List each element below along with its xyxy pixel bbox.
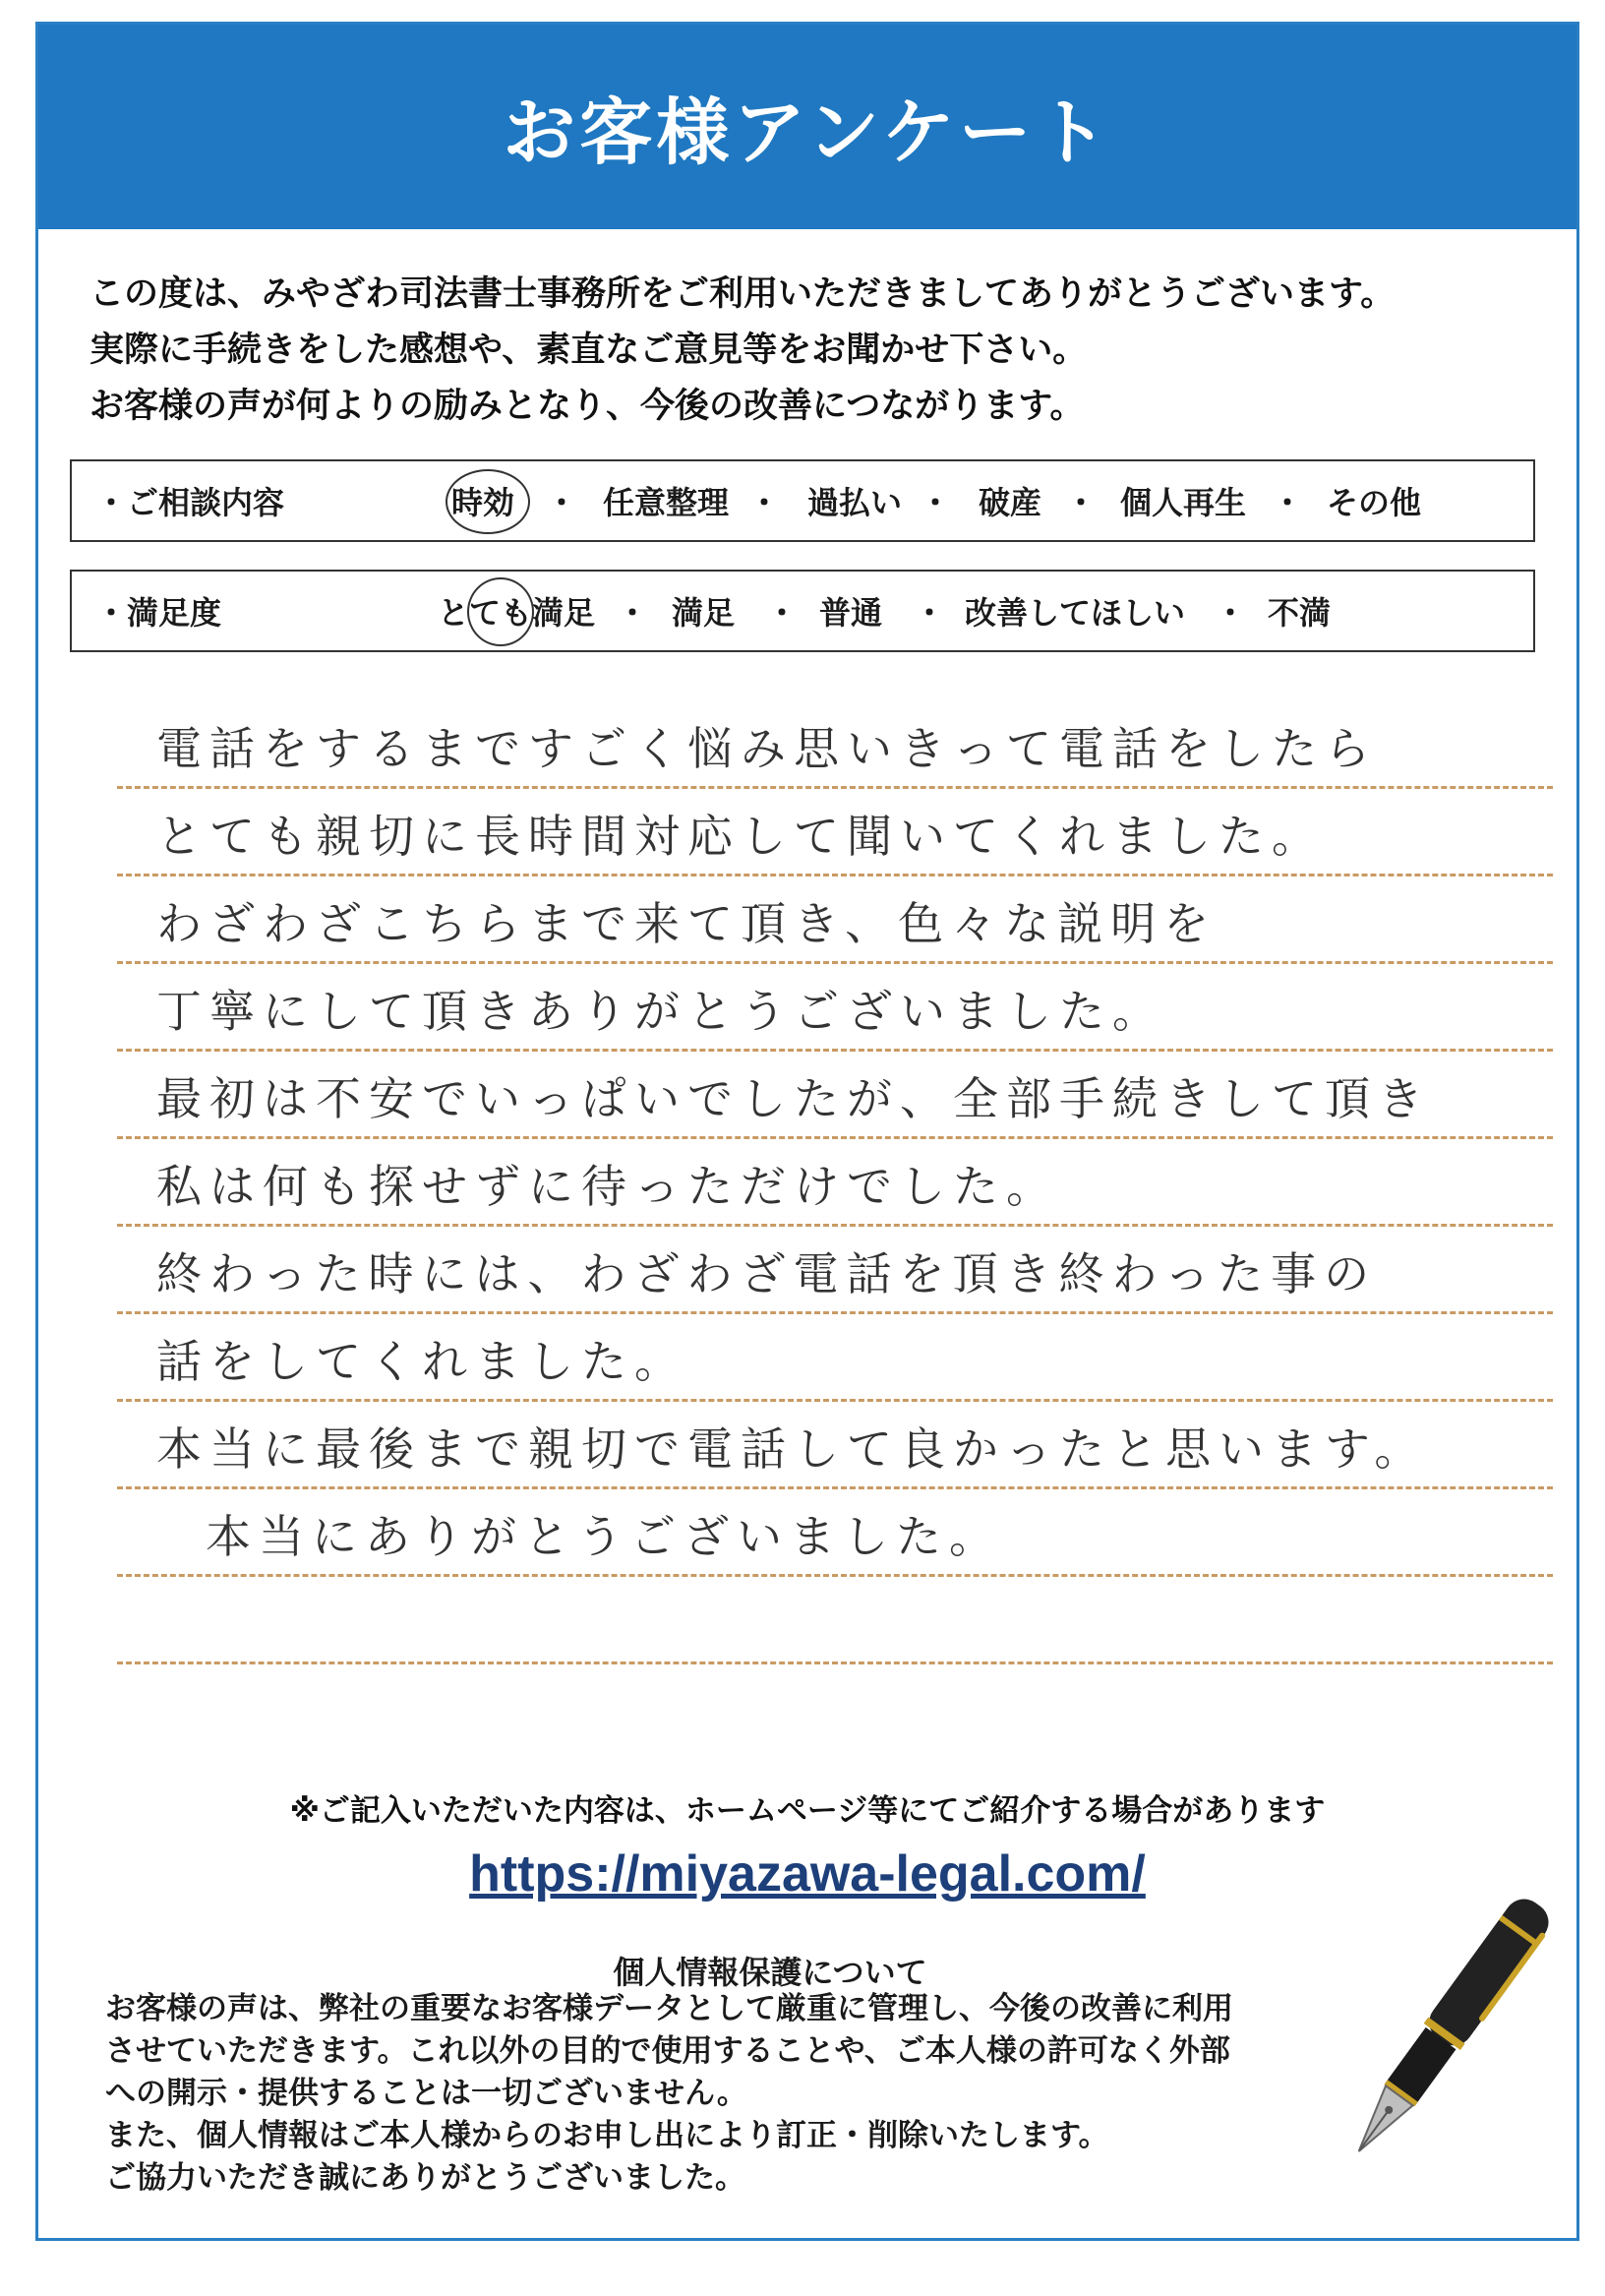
comment-line: 本当に最後まで親切で電話して良かったと思います。 (117, 1402, 1553, 1489)
comment-line: とても親切に長時間対応して聞いてくれました。 (117, 789, 1553, 876)
comment-line: 終わった時には、わざわざ電話を頂き終わった事の (117, 1227, 1553, 1314)
handwritten-comments (117, 701, 1553, 1664)
comment-line: 電話をするまですごく悩み思いきって電話をしたら (117, 701, 1553, 789)
separator: ・ (766, 594, 799, 632)
comment-line: わざわざこちらまで来て頂き、色々な説明を (117, 876, 1553, 964)
satisfaction-options (72, 572, 1533, 650)
option-kojin-saisei[interactable]: 個人再生 (1120, 484, 1247, 521)
comment-line: 私は何も探せずに待っただけでした。 (117, 1139, 1553, 1227)
option-manzoku[interactable]: 満足 (672, 594, 736, 632)
satisfaction-box (70, 570, 1535, 652)
comment-line (117, 1577, 1553, 1664)
consultation-label: ・ご相談内容 (95, 484, 285, 521)
comment-line: 最初は不安でいっぱいでしたが、全部手続きして頂き (117, 1052, 1553, 1139)
privacy-title: 個人情報保護について (613, 1954, 927, 1991)
privacy-text (105, 1988, 1364, 2200)
option-kabarai[interactable]: 過払い (807, 484, 903, 521)
comment-line: 話をしてくれました。 (117, 1314, 1553, 1402)
option-jikou[interactable]: 時効 (451, 484, 515, 521)
fountain-pen-icon (1317, 1864, 1573, 2199)
intro-line: この度は、みやざわ司法書士事務所をご利用いただきましてありがとうございます。 (89, 274, 1396, 314)
comment-line: 丁寧にして頂きありがとうございました。 (117, 964, 1553, 1052)
separator: ・ (617, 594, 649, 632)
separator: ・ (1065, 484, 1098, 521)
option-futsuu[interactable]: 普通 (819, 594, 883, 632)
separator: ・ (920, 484, 952, 521)
separator: ・ (1215, 594, 1247, 632)
intro-line: 実際に手続きをした感想や、素直なご意見等をお聞かせ下さい。 (89, 331, 1088, 370)
option-hasan[interactable]: 破産 (979, 484, 1042, 521)
option-sonota[interactable]: その他 (1327, 484, 1422, 521)
option-nini-seiri[interactable]: 任意整理 (603, 484, 730, 521)
website-link[interactable]: https://miyazawa-legal.com/ (469, 1845, 1146, 1903)
comment-line: 本当にありがとうございました。 (117, 1489, 1553, 1577)
option-totemo-manzoku[interactable]: とても満足 (438, 594, 596, 632)
separator: ・ (546, 484, 578, 521)
privacy-line: お客様の声は、弊社の重要なお客様データとして厳重に管理し、今後の改善に利用 (105, 1991, 1233, 2026)
privacy-line: への開示・提供することは一切ございません。 (105, 2076, 747, 2111)
separator: ・ (748, 484, 781, 521)
consultation-options (72, 461, 1533, 540)
page-title: お客様アンケート (503, 91, 1112, 175)
privacy-line: また、個人情報はご本人様からのお申し出により訂正・削除いたします。 (105, 2118, 1109, 2153)
survey-frame (35, 22, 1579, 2241)
selected-circle (446, 469, 530, 534)
privacy-line: させていただきます。これ以外の目的で使用することや、ご本人様の許可なく外部 (105, 2033, 1230, 2069)
notice-text: ※ご記入いただいた内容は、ホームページ等にてご紹介する場合があります (289, 1793, 1326, 1829)
option-fuman[interactable]: 不満 (1268, 594, 1332, 632)
consultation-box (70, 459, 1535, 542)
separator: ・ (1272, 484, 1304, 521)
privacy-line: ご協力いただき誠にありがとうございました。 (105, 2160, 745, 2196)
selected-circle (467, 577, 534, 646)
separator: ・ (914, 594, 946, 632)
header-banner (38, 25, 1576, 229)
intro-text (89, 267, 1525, 435)
intro-line: お客様の声が何よりの励みとなり、今後の改善につながります。 (89, 387, 1085, 426)
satisfaction-label: ・満足度 (95, 594, 222, 632)
option-kaizen[interactable]: 改善してほしい (965, 594, 1186, 632)
